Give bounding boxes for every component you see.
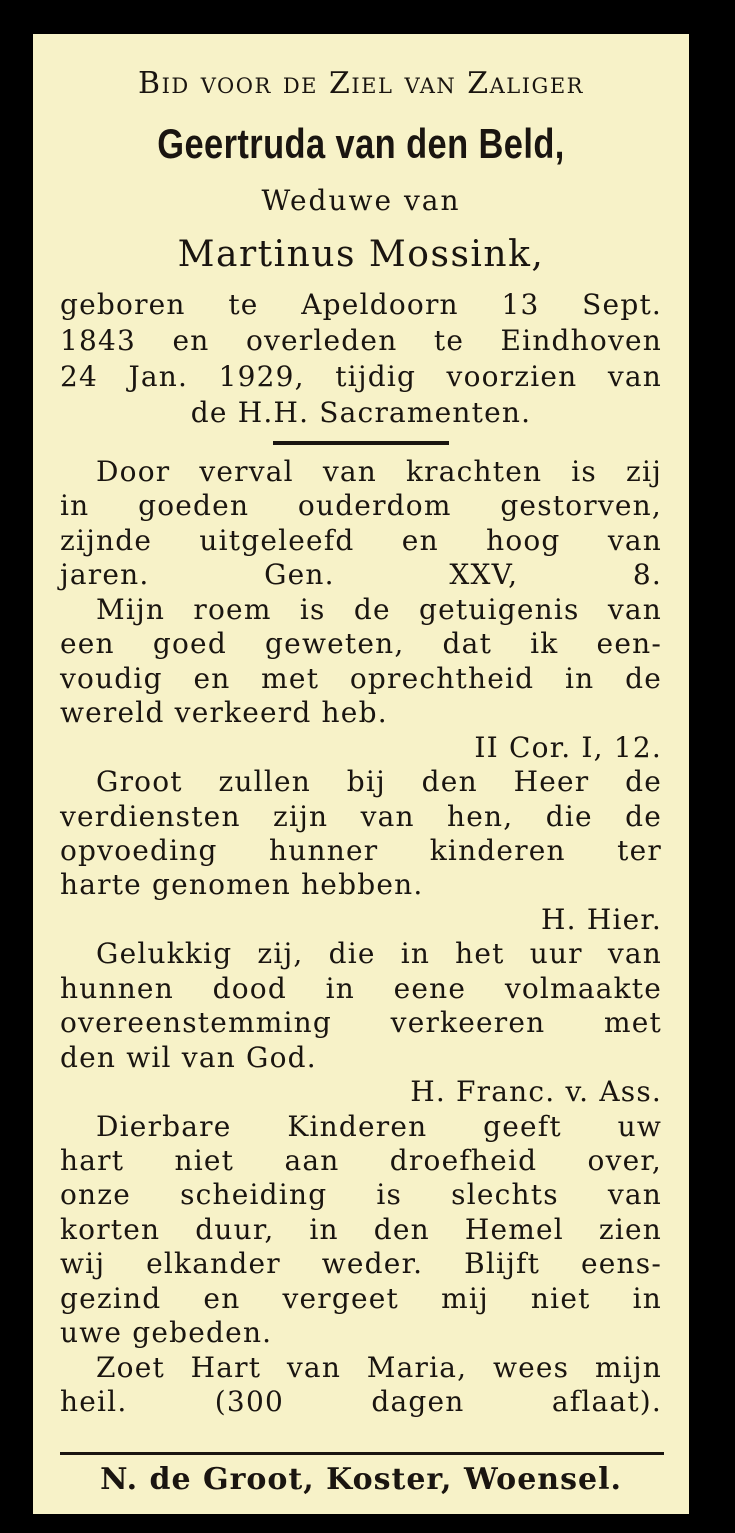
body-line: uwe gebeden. bbox=[60, 1316, 273, 1350]
body-line: onze scheiding is slechts van bbox=[60, 1178, 662, 1212]
body-line: verdiensten zijn van hen, die de bbox=[60, 799, 662, 833]
body-line: Zoet Hart van Maria, wees mijn bbox=[96, 1350, 662, 1384]
printer-credit: N. de Groot, Koster, Woensel. bbox=[100, 1462, 622, 1497]
memorial-card bbox=[33, 34, 689, 1514]
body-line: den wil van God. bbox=[60, 1040, 317, 1074]
body-line: gezind en vergeet mij niet in bbox=[60, 1281, 662, 1315]
body-line: overeenstemming verkeeren met bbox=[60, 1006, 662, 1040]
bio-line: geboren te Apeldoorn 13 Sept. bbox=[60, 288, 662, 321]
body-line: zijnde uitgeleefd en hoog van bbox=[60, 523, 662, 557]
widow-of-label: Weduwe van bbox=[261, 184, 461, 217]
body-line: jaren. Gen. XXV, 8. bbox=[60, 558, 662, 592]
divider bbox=[273, 441, 449, 445]
deceased-name: Geertruda van den Beld, bbox=[157, 120, 565, 167]
body-line: hart niet aan droefheid over, bbox=[60, 1144, 662, 1177]
body-line: H. Hier. bbox=[541, 902, 662, 936]
body-line: opvoeding hunner kinderen ter bbox=[60, 833, 662, 867]
husband-name: Martinus Mossink, bbox=[177, 234, 545, 275]
body-line: H. Franc. v. Ass. bbox=[410, 1075, 662, 1109]
bio-line: 24 Jan. 1929, tijdig voorzien van bbox=[60, 360, 662, 393]
body-line: Mijn roem is de getuigenis van bbox=[96, 592, 662, 626]
body-line: II Cor. I, 12. bbox=[474, 730, 662, 764]
bio-line: 1843 en overleden te Eindhoven bbox=[60, 324, 662, 357]
body-line: harte genomen hebben. bbox=[60, 868, 424, 902]
body-line: Gelukkig zij, die in het uur van bbox=[96, 937, 662, 971]
body-line: Dierbare Kinderen geeft uw bbox=[96, 1109, 662, 1143]
body-line: Door verval van krachten is zij bbox=[96, 455, 662, 488]
body-line: in goeden ouderdom gestorven, bbox=[60, 489, 662, 523]
body-line: wij elkander weder. Blijft eens- bbox=[60, 1247, 662, 1281]
body-line: korten duur, in den Hemel zien bbox=[60, 1212, 662, 1246]
body-line: wereld verkeerd heb. bbox=[60, 696, 388, 730]
body-line: voudig en met oprechtheid in de bbox=[60, 661, 662, 695]
body-line: hunnen dood in eene volmaakte bbox=[60, 971, 662, 1005]
body-line: Groot zullen bij den Heer de bbox=[96, 765, 662, 799]
body-line: heil. (300 dagen aflaat). bbox=[60, 1385, 662, 1419]
bio-line: de H.H. Sacramenten. bbox=[190, 396, 532, 429]
footer-divider bbox=[60, 1452, 664, 1455]
pray-line: Bid voor de Ziel van Zaliger bbox=[138, 66, 584, 101]
body-line: een goed geweten, dat ik een- bbox=[60, 627, 662, 661]
